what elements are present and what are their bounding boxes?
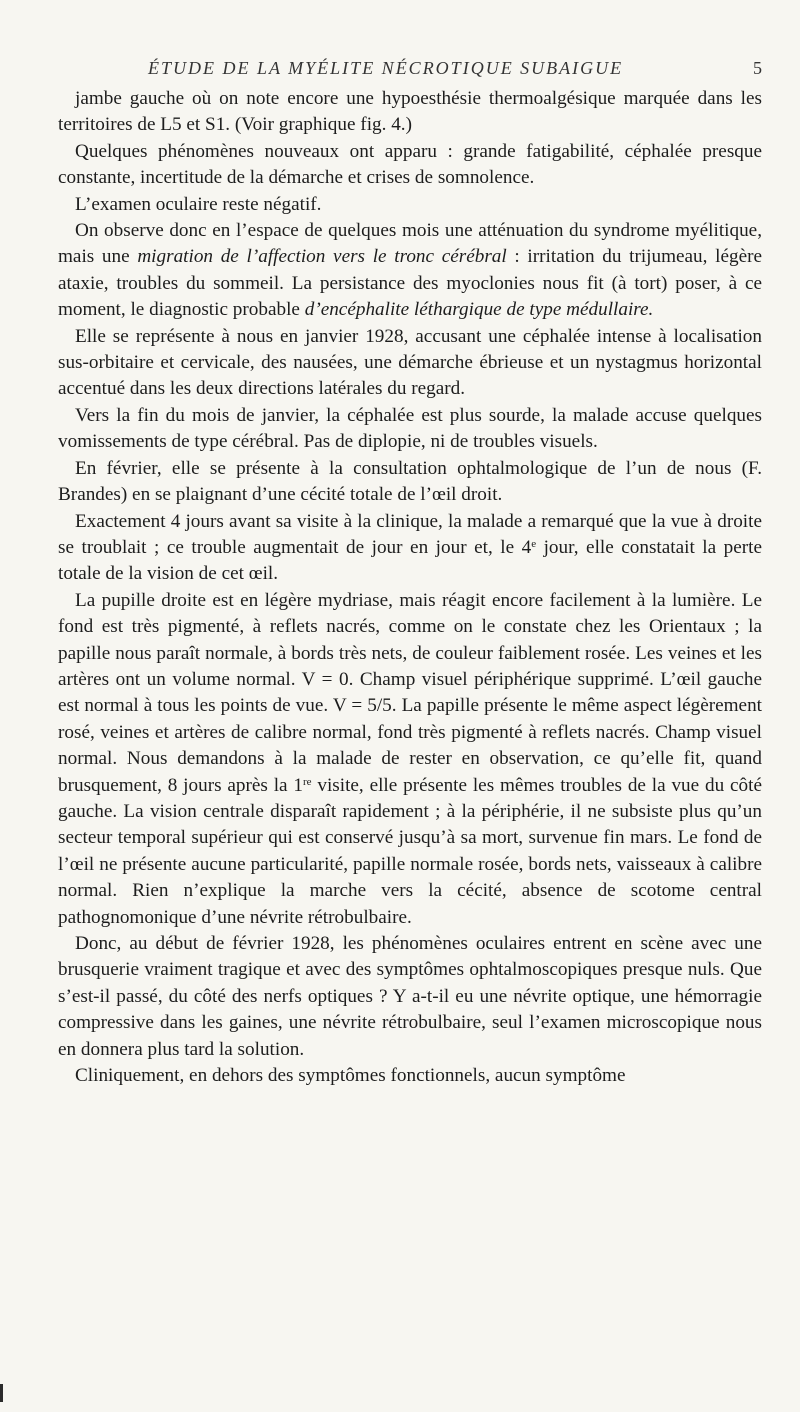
paragraph-7	[58, 456, 762, 509]
text-segment: : irritation du trijumeau, légère ataxie, troubles du sommeil. La persistance des myoclonies nous fit (à tort) poser, à ce moment, le diagnostic probable	[58, 246, 762, 321]
italic-text: d’encéphalite léthargique de type médullaire.	[304, 299, 654, 321]
italic-text: migration de l’affection vers le tronc cérébral	[137, 246, 507, 268]
paragraph-2	[58, 139, 762, 192]
text-segment: On observe donc en l’espace de quelques mois une atténuation du syndrome myélitique, mais une	[58, 220, 762, 268]
text-segment: Quelques phénomènes nouveaux ont apparu : grande fatigabilité, céphalée presque constante, incertitude de la démarche et crises de somnolence.	[58, 140, 762, 189]
text-segment: visite, elle présente les mêmes troubles de la vue du côté gauche. La vision centrale disparaît rapidement ; à la périphérie, il ne subsiste plus qu’un secteur temporal supérieur qui est conservé jusqu’à sa mort, survenue fin mars. Le fond de l’œil ne présente aucune particularité, papille normale rosée, bords nets, vaisseaux à calibre normal. Rien n’explique la marche vers la cécité, absence de scotome central pathognomonique d’une névrite rétrobulbaire.	[58, 774, 762, 928]
text-segment: Vers la fin du mois de janvier, la céphalée est plus sourde, la malade accuse quelques vomissements de type cérébral. Pas de diplopie, ni de troubles visuels.	[58, 404, 762, 453]
paragraph-11	[58, 1063, 762, 1089]
scan-edge-mark	[0, 1384, 3, 1402]
superscript: e	[531, 537, 537, 550]
text-segment: Donc, au début de février 1928, les phénomènes oculaires entrent en scène avec une brusquerie vraiment tragique et avec des symptômes ophtalmoscopiques presque nuls. Que s’est-il passé, du côté des nerfs optiques ? Y a-t-il eu une névrite optique, une hémorragie compressive dans les gaines, une névrite rétrobulbaire, seul l’examen microscopique nous en donnera plus tard la solution.	[58, 933, 762, 1060]
paragraph-9	[58, 588, 762, 931]
text-segment: La pupille droite est en légère mydriase, mais réagit encore facilement à la lumière. Le fond est très pigmenté, à reflets nacrés, comme on le constate chez les Orientaux ; la papille nous paraît normale, à bords très nets, de couleur faiblement rosée. Les veines et les artères ont un volume normal. V = 0. Champ visuel périphérique supprimé. L’œil gauche est normal à tous les points de vue. V = 5/5. La papille présente le même aspect légèrement rosé, veines et artères de calibre normal, fond très pigmenté à reflets nacrés. Champ visuel normal. Nous demandons à la malade de rester en observation, ce qu’elle fit, quand brusquement, 8 jours après la 1	[58, 589, 762, 796]
superscript: re	[302, 775, 312, 788]
text-segment: Elle se représente à nous en janvier 1928, accusant une céphalée intense à localisation sus-orbitaire et cervicale, des nausées, une démarche ébrieuse et un nystagmus horizontal accentué dans les deux directions latérales du regard.	[58, 325, 762, 400]
page-number: 5	[753, 58, 762, 78]
paragraph-3	[58, 192, 762, 218]
paragraph-10	[58, 931, 762, 1063]
text-segment: En février, elle se présente à la consultation ophtalmologique de l’un de nous (F. Brandes) en se plaignant d’une cécité totale de l’œil droit.	[58, 457, 762, 506]
text-segment: L’examen oculaire reste négatif.	[75, 193, 322, 215]
text-segment: jambe gauche où on note encore une hypoesthésie thermoalgésique marquée dans les territoires de L5 et S1. (Voir graphique fig. 4.)	[58, 88, 762, 136]
text-segment: Exactement 4 jours avant sa visite à la clinique, la malade a remarqué que la vue à droite se troublait ; ce trouble augmentait de jour en jour et, le 4	[58, 510, 762, 558]
paragraph-1	[58, 86, 762, 139]
running-title: ÉTUDE DE LA MYÉLITE NÉCROTIQUE SUBAIGUE	[148, 58, 624, 78]
paragraph-8	[58, 509, 762, 588]
running-head	[60, 58, 770, 82]
paragraph-5	[58, 324, 762, 403]
text-segment: jour, elle constatait la perte totale de la vision de cet œil.	[58, 536, 762, 585]
body-text	[58, 86, 762, 1089]
text-segment: Cliniquement, en dehors des symptômes fonctionnels, aucun symptôme	[75, 1065, 626, 1087]
paragraph-4	[58, 218, 762, 324]
paragraph-6	[58, 403, 762, 456]
